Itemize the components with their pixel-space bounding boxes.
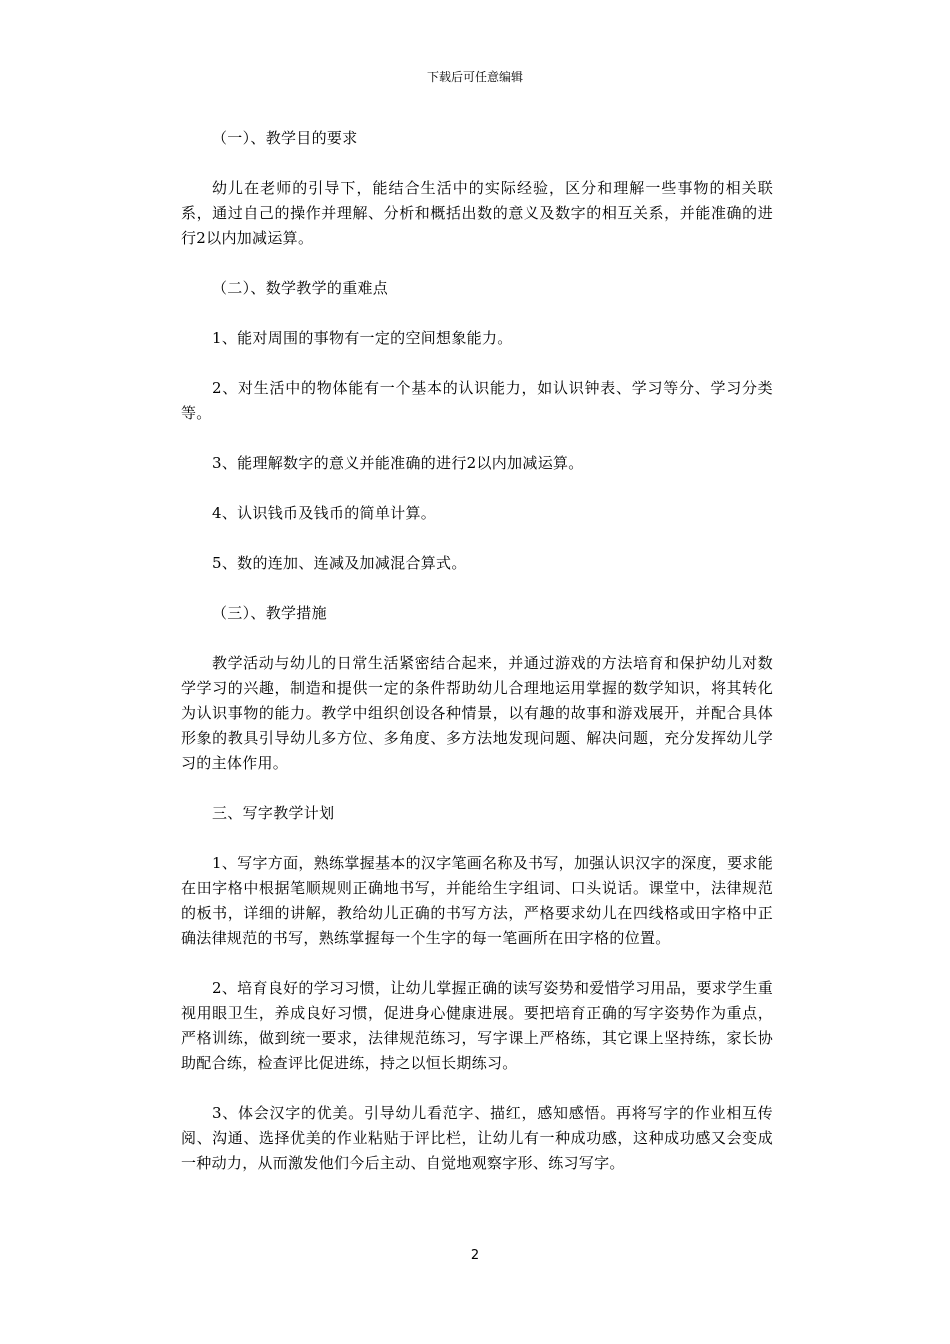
document-body bbox=[181, 126, 773, 1201]
list-item-key-point-3: 3、能理解数字的意义并能准确的进行2以内加减运算。 bbox=[212, 454, 584, 472]
list-item-key-point-1: 1、能对周围的事物有一定的空间想象能力。 bbox=[212, 329, 513, 347]
paragraph-teaching-measures: 教学活动与幼儿的日常生活紧密结合起来，并通过游戏的方法培育和保护幼儿对数学学习的兴趣，制造和提供一定的条件帮助幼儿合理地运用掌握的数学知识，将其转化为认识事物的能力。教学中组织创设各种情景，以有趣的故事和游戏展开，并配合具体形象的教具引导幼儿多方位、多角度、多方法地发现问题、解决问题，充分发挥幼儿学习的主体作用。 bbox=[181, 654, 773, 772]
section-heading-key-points: （二）、数学教学的重难点 bbox=[212, 279, 389, 297]
section-heading-teaching-goals: （一）、教学目的要求 bbox=[212, 129, 358, 147]
page-header: 下载后可任意编辑 bbox=[426, 70, 523, 84]
paragraph-teaching-goals: 幼儿在老师的引导下，能结合生活中的实际经验，区分和理解一些事物的相关联系，通过自己的操作并理解、分析和概括出数的意义及数字的相互关系，并能准确的进行2以内加减运算。 bbox=[181, 179, 773, 247]
list-item-key-point-4: 4、认识钱币及钱币的简单计算。 bbox=[212, 504, 437, 522]
section-heading-writing-plan: 三、写字教学计划 bbox=[212, 804, 335, 822]
list-item-writing-plan-2: 2、培育良好的学习习惯，让幼儿掌握正确的读写姿势和爱惜学习用品，要求学生重视用眼卫生，养成良好习惯，促进身心健康进展。要把培育正确的写字姿势作为重点，严格训练，做到统一要求，法律规范练习，写字课上严格练，其它课上坚持练，家长协助配合练，检查评比促进练，持之以恒长期练习。 bbox=[181, 979, 773, 1072]
list-item-key-point-2: 2、对生活中的物体能有一个基本的认识能力，如认识钟表、学习等分、学习分类等。 bbox=[181, 379, 773, 422]
list-item-writing-plan-1: 1、写字方面，熟练掌握基本的汉字笔画名称及书写，加强认识汉字的深度，要求能在田字格中根据笔顺规则正确地书写，并能给生字组词、口头说话。课堂中，法律规范的板书，详细的讲解，教给幼儿正确的书写方法，严格要求幼儿在四线格或田字格中正确法律规范的书写，熟练掌握每一个生字的每一笔画所在田字格的位置。 bbox=[181, 854, 773, 947]
list-item-key-point-5: 5、数的连加、连减及加减混合算式。 bbox=[212, 554, 467, 572]
section-heading-teaching-measures: （三）、教学措施 bbox=[212, 604, 327, 622]
page-number: 2 bbox=[470, 1248, 480, 1263]
list-item-writing-plan-3: 3、体会汉字的优美。引导幼儿看范字、描红，感知感悟。再将写字的作业相互传阅、沟通、选择优美的作业粘贴于评比栏，让幼儿有一种成功感，这种成功感又会变成一种动力，从而激发他们今后主动、自觉地观察字形、练习写字。 bbox=[181, 1104, 773, 1172]
